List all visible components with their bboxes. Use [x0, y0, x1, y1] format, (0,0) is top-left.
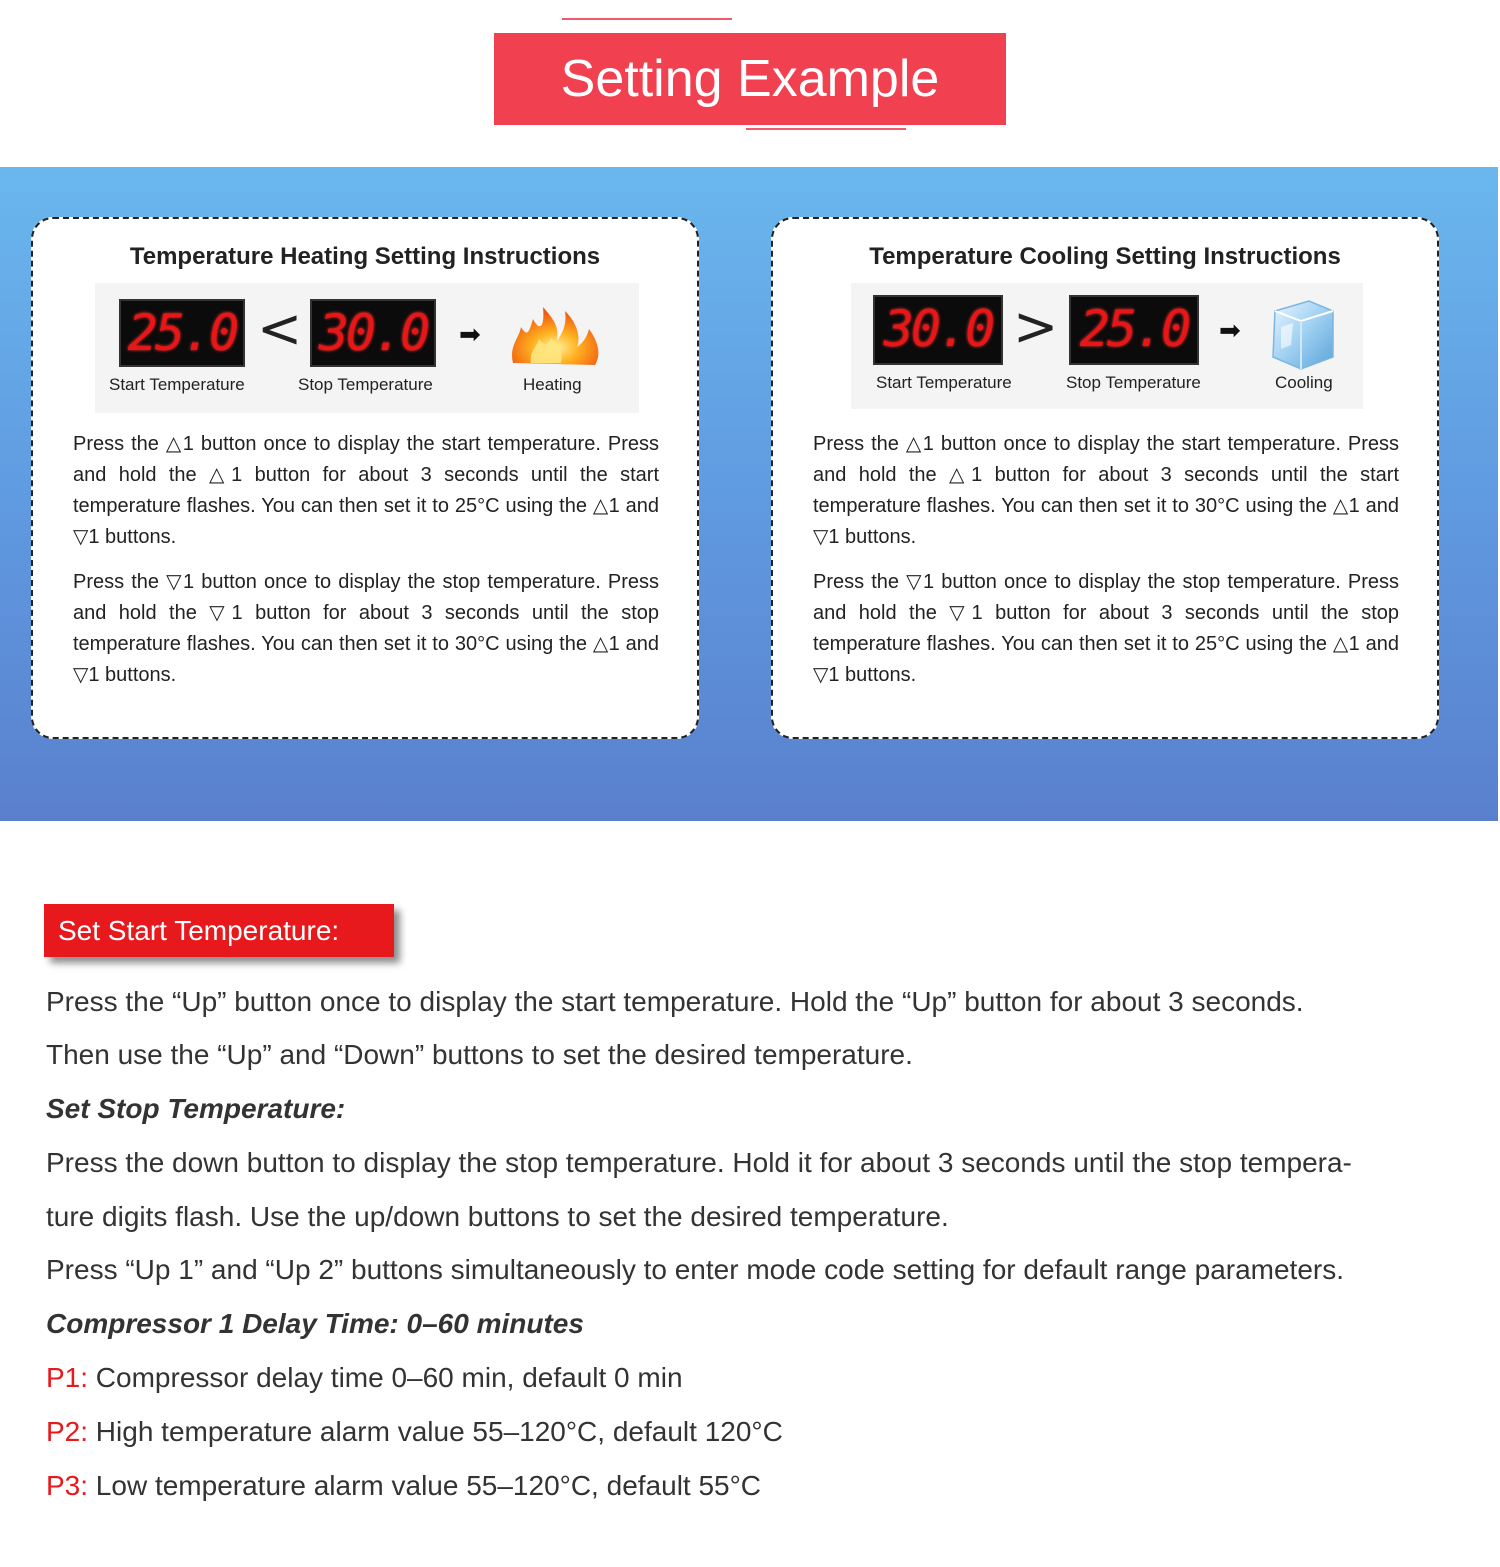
arrow-right-icon: ➡ — [1219, 315, 1241, 345]
compressor-delay-heading: Compressor 1 Delay Time: 0–60 minutes — [46, 1308, 584, 1339]
flame-icon — [505, 293, 605, 371]
parameter-description: High temperature alarm value 55–120°C, default 120°C — [88, 1416, 783, 1447]
start-temperature-label: Start Temperature — [109, 375, 245, 394]
stop-temperature-label: Stop Temperature — [1066, 373, 1201, 392]
stop-instruction-line-1: Press the down button to display the stop temperature. Hold it for about 3 seconds until the stop tempera- — [46, 1147, 1352, 1178]
less-than-sign: < — [257, 297, 303, 360]
heating-diagram — [95, 283, 639, 413]
parameter-description: Compressor delay time 0–60 min, default 0 min — [88, 1362, 683, 1393]
set-start-temperature-tag: Set Start Temperature: — [44, 904, 394, 957]
arrow-right-icon: ➡ — [459, 319, 481, 349]
cooling-card-title: Temperature Cooling Setting Instructions — [869, 243, 1341, 270]
parameter-p2 — [46, 1416, 1446, 1448]
parameter-code: P3: — [46, 1470, 89, 1501]
start-temperature-display: 25.0 — [119, 299, 245, 367]
parameter-code: P2: — [46, 1416, 89, 1447]
stop-instruction-line-2: ture digits flash. Use the up/down buttons to set the desired temperature. — [46, 1201, 949, 1232]
cooling-instructions-card — [771, 217, 1439, 739]
parameter-code: P1: — [46, 1362, 89, 1393]
stop-temperature-display: 25.0 — [1069, 295, 1199, 365]
stop-temperature-display: 30.0 — [310, 299, 436, 367]
heating-label: Heating — [523, 375, 582, 394]
set-stop-temperature-heading: Set Stop Temperature: — [46, 1093, 346, 1124]
start-instruction-line-1: Press the “Up” button once to display the start temperature. Hold the “Up” button for about 3 seconds. — [46, 986, 1304, 1017]
cooling-label: Cooling — [1275, 373, 1333, 392]
heating-stop-instructions: Press the ▽1 button once to display the stop temperature. Press and hold the ▽1 button for about 3 seconds until the stop temperature flashes. You can then set it to 30°C using the △1 and ▽1 buttons. — [73, 571, 659, 686]
parameter-p1 — [46, 1362, 1446, 1394]
ice-cube-icon — [1269, 297, 1337, 371]
mode-code-instruction: Press “Up 1” and “Up 2” buttons simultaneously to enter mode code setting for default range parameters. — [46, 1254, 1345, 1285]
stop-temperature-label: Stop Temperature — [298, 375, 433, 394]
instruction-band — [0, 167, 1498, 821]
heating-instructions-card — [31, 217, 699, 739]
start-temperature-label: Start Temperature — [876, 373, 1012, 392]
page-title-banner: Setting Example — [494, 33, 1006, 125]
heating-card-title: Temperature Heating Setting Instructions — [129, 243, 601, 270]
cooling-diagram — [851, 283, 1363, 409]
parameter-p3 — [46, 1470, 1446, 1502]
header — [0, 0, 1500, 167]
greater-than-sign: > — [1013, 295, 1059, 358]
parameter-description: Low temperature alarm value 55–120°C, default 55°C — [88, 1470, 762, 1501]
start-instruction-line-2: Then use the “Up” and “Down” buttons to set the desired temperature. — [46, 1039, 913, 1070]
decorative-line-bottom — [746, 128, 906, 130]
decorative-line-top — [562, 18, 732, 20]
start-temperature-display: 30.0 — [873, 295, 1003, 365]
heating-start-instructions: Press the △1 button once to display the start temperature. Press and hold the △1 button for about 3 seconds until the start temperature flashes. You can then set it to 25°C using the △1 and ▽1 buttons. — [73, 433, 659, 548]
cooling-stop-instructions: Press the ▽1 button once to display the stop temperature. Press and hold the ▽1 button for about 3 seconds until the stop temperature flashes. You can then set it to 25°C using the △1 and ▽1 buttons. — [813, 571, 1399, 686]
cooling-start-instructions: Press the △1 button once to display the start temperature. Press and hold the △1 button for about 3 seconds until the start temperature flashes. You can then set it to 30°C using the △1 and ▽1 buttons. — [813, 433, 1399, 548]
